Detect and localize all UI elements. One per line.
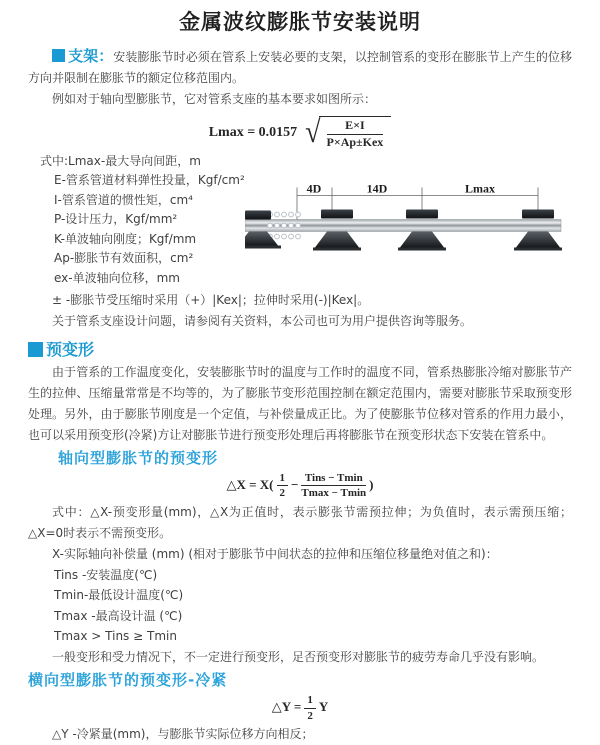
predeform-section-heading (28, 340, 600, 360)
support-section-heading: 支架： (68, 47, 114, 65)
temp-definition-line: Tins -安装温度(℃) (54, 567, 158, 582)
axial-formula-temp-num: Tins − Tmin (301, 472, 366, 487)
lmax-formula-numerator: E×I (327, 119, 384, 135)
lateral-formula-half-num: 1 (304, 694, 316, 709)
axial-note-text: 一般变形和受力情况下，不一定进行预变形，足否预变形对膨胀节的疲劳寿命几乎没有影响。 (52, 649, 545, 664)
plus-minus-note: ± -膨胀节受压缩时采用（+）|Kex|；拉伸时采用(-)|Kex|。 (52, 292, 370, 307)
temp-definition-line: Tmax > Tins ≥ Tmin (54, 629, 177, 644)
definition-line: 式中:Lmax-最大导向间距，m (40, 153, 201, 168)
support-intro-text: 安装膨胀节时必须在管系上安装必要的支架，以控制管系的变形在膨胀节上产生的位移方向并限制在膨胀节的额定位移范围内。 (28, 50, 572, 85)
definition-line: E-管系管道材料弹性投量，Kgf/cm² (54, 173, 245, 188)
temp-definition-line: Tmin-最低设计温度(℃) (54, 588, 184, 603)
lmax-formula (0, 116, 600, 150)
dimension-label-4d: 4D (306, 181, 322, 196)
lateral-formula-half-den: 2 (307, 709, 313, 722)
lmax-formula-lhs: Lmax = 0.0157 (208, 125, 298, 141)
page-title: 金属波纹膨胀节安装说明 (179, 10, 421, 34)
symbol-definitions-block (40, 152, 600, 290)
support-example-text: 例如对于轴向型膨胀节，它对管系支座的基本要求如图所示： (52, 92, 377, 106)
lateral-formula-pre: △Y = (271, 699, 302, 714)
axial-formula-pre: △X = X( (226, 476, 274, 492)
axial-predeform-formula (0, 472, 600, 500)
definition-line: P-设计压力，Kgf/mm² (54, 212, 178, 227)
pipe-support-diagram (245, 178, 597, 273)
lmax-formula-denominator: P×Ap±Kex (326, 134, 384, 149)
section-bullet-icon (52, 49, 65, 62)
axial-x-definition: X-实际轴向补偿量 (mm) (相对于膨胀节中间状态的拉伸和压缩位移量绝对值之和)： (52, 546, 498, 561)
dimension-label-lmax: Lmax (465, 181, 495, 196)
lmax-formula-fraction (327, 119, 384, 150)
predeform-heading-text: 预变形 (46, 339, 95, 359)
lateral-predeform-formula (0, 694, 600, 722)
definition-line: I-管系管道的惯性矩，cm⁴ (54, 192, 193, 207)
bellows-section (268, 212, 301, 239)
dimension-label-14d: 14D (366, 181, 388, 196)
consult-note: 关于管系支座设计问题，请参阅有关资料，本公司也可为用户提供咨询等服务。 (52, 313, 473, 328)
temp-definition-line: Tmax -最高设计温 (℃) (54, 608, 183, 623)
sqrt-radical-icon: √ (305, 114, 321, 150)
definition-line: K-单波轴向刚度；Kgf/mm (54, 231, 197, 246)
axial-formula-minus: − (291, 476, 299, 492)
support-intro-paragraph (28, 46, 572, 89)
axial-explain-text: 式中：△X-预变形量(mm)，△X为正值时，表示膨张节需预拉伸；为负值时，表示需预压缩；△X=0时表示不需预变形。 (28, 504, 572, 540)
axial-formula-half-den: 2 (279, 487, 285, 500)
predeform-paragraph: 由于管系的工作温度变化，安装膨胀节时的温度与工作时的温度不同，管系热膨胀冷缩对膨胀节产生的拉伸、压缩量常常是不均等的，为了膨胀节变形范围控制在额定范围内，需要对膨胀节采取预变形处理。另外，由于膨胀节刚度是一个定值，与补偿量成正比。为了使膨胀节位移对管系的作用力最小，也可以采用预变形(冷紧)方让对膨胀节进行预变形处理后再将膨胀节在预变形状态下安装在管系中。 (28, 364, 572, 442)
temperature-definitions (28, 565, 572, 647)
definition-line: Ap-膨胀节有效面积，cm² (54, 251, 194, 266)
lateral-subsection-heading: 横向型膨胀节的预变形-冷紧 (28, 670, 228, 689)
axial-formula-temp-den: Tmax − Tmin (301, 487, 367, 500)
definition-line: ex-单波轴向位移，mm (54, 270, 180, 285)
lateral-note-text: △Y -冷紧量(mm)，与膨胀节实际位移方向相反； (52, 727, 314, 742)
axial-formula-post: ) (369, 476, 374, 492)
lateral-formula-post: Y (318, 699, 329, 714)
section-bullet-icon (28, 342, 43, 357)
document-page (0, 8, 600, 745)
axial-formula-half-num: 1 (277, 472, 289, 487)
axial-subsection-heading: 轴向型膨胀节的预变形 (58, 448, 219, 467)
